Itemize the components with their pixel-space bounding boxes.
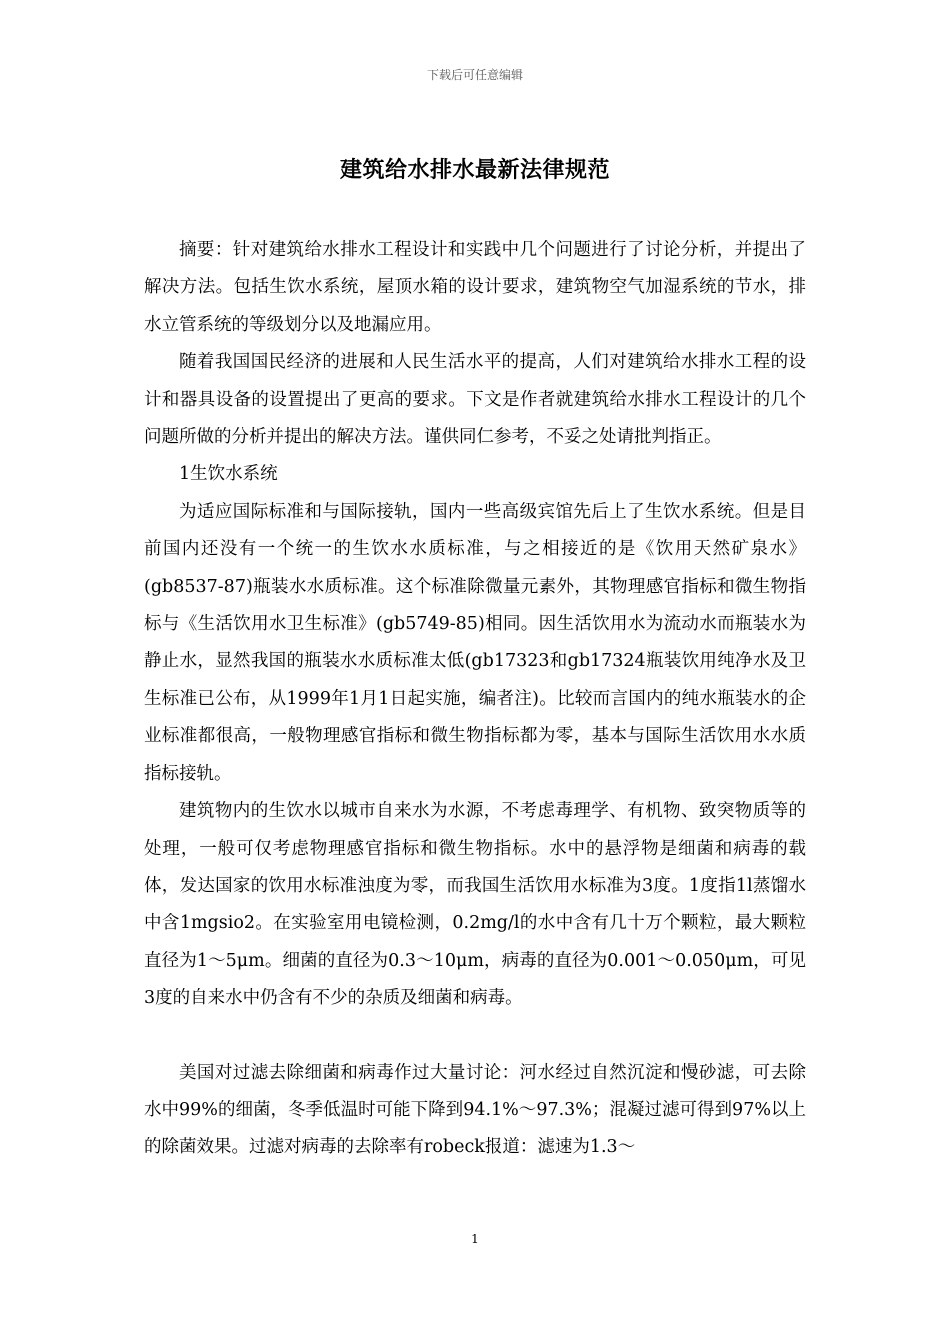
body-paragraph: 建筑物内的生饮水以城市自来水为水源，不考虑毒理学、有机物、致突物质等的处理，一般可仅考虑物理感官指标和微生物指标。水中的悬浮物是细菌和病毒的载体，发达国家的饮用水标准浊度为零，而我国生活饮用水标准为3度。1度指1l蒸馏水中含1mgsio2。在实验室用电镜检测，0.2mg/l的水中含有几十万个颗粒，最大颗粒直径为1～5μm。细菌的直径为0.3～10μm，病毒的直径为0.001～0.050μm，可见3度的自来水中仍含有不少的杂质及细菌和病毒。 [144, 801, 806, 1009]
intro-paragraph: 随着我国国民经济的进展和人民生活水平的提高，人们对建筑给水排水工程的设计和器具设备的设置提出了更高的要求。下文是作者就建筑给水排水工程设计的几个问题所做的分析并提出的解决方法。谨供同仁参考，不妥之处请批判指正。 [144, 352, 806, 448]
page-number: 1 [471, 1232, 479, 1246]
document-body [144, 232, 806, 1167]
abstract-paragraph: 摘要：针对建筑给水排水工程设计和实践中几个问题进行了讨论分析，并提出了解决方法。包括生饮水系统，屋顶水箱的设计要求，建筑物空气加湿系统的节水，排水立管系统的等级划分以及地漏应用。 [144, 240, 806, 335]
document-title: 建筑给水排水最新法律规范 [339, 158, 610, 183]
body-paragraph: 为适应国际标准和与国际接轨，国内一些高级宾馆先后上了生饮水系统。但是目前国内还没有一个统一的生饮水水质标准，与之相接近的是《饮用天然矿泉水》(gb8537-87)瓶装水水质标准。这个标准除微量元素外，其物理感官指标和微生物指标与《生活饮用水卫生标准》(gb5749-85)相同。因生活饮用水为流动水而瓶装水为静止水，显然我国的瓶装水水质标准太低(gb17323和gb17324瓶装饮用纯净水及卫生标准已公布，从1999年1月1日起实施，编者注)。比较而言国内的纯水瓶装水的企业标准都很高，一般物理感官指标和微生物指标都为零，基本与国际生活饮用水水质指标接轨。 [144, 501, 806, 784]
section-heading: 1生饮水系统 [179, 464, 278, 485]
page-header-note: 下载后可任意编辑 [426, 68, 523, 82]
body-paragraph: 美国对过滤去除细菌和病毒作过大量讨论：河水经过自然沉淀和慢砂滤，可去除水中99%的细菌，冬季低温时可能下降到94.1%～97.3%；混凝过滤可得到97%以上的除菌效果。过滤对病毒的去除率有robeck报道：滤速为1.3～ [144, 1062, 806, 1158]
